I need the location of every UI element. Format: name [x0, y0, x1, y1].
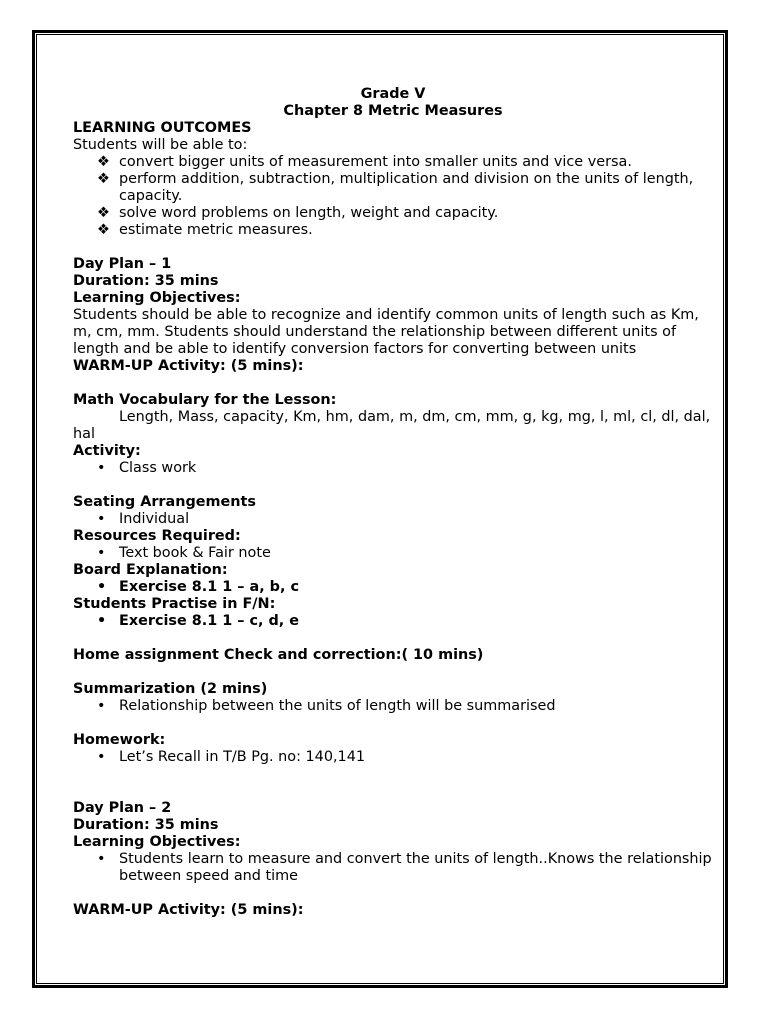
list-item [73, 460, 713, 477]
vocab-text: Length, Mass, capacity, Km, hm, dam, m, dm, cm, mm, g, kg, mg, l, ml, cl, dl, dal, hal [73, 409, 711, 442]
list-item-text: Text book & Fair note [119, 545, 271, 561]
bullet-icon: • [97, 579, 107, 595]
list-item [73, 613, 713, 630]
resources-heading: Resources Required: [73, 528, 241, 544]
document-body [73, 86, 713, 919]
list-item-text: Students learn to measure and convert the units of length..Knows the relationship between speed and time [119, 851, 712, 884]
list-item [73, 545, 713, 562]
activity-heading: Activity: [73, 443, 141, 459]
day1-warmup: WARM-UP Activity: (5 mins): [73, 358, 304, 374]
bullet-icon: • [97, 460, 106, 476]
list-item [73, 698, 713, 715]
day1-objectives-heading: Learning Objectives: [73, 290, 241, 306]
day2-duration: Duration: 35 mins [73, 817, 219, 833]
diamond-bullet-icon: ❖ [97, 205, 110, 221]
day2-title: Day Plan – 2 [73, 800, 172, 816]
list-item [73, 851, 713, 885]
board-heading: Board Explanation: [73, 562, 228, 578]
practise-heading: Students Practise in F/N: [73, 596, 276, 612]
list-item-text: Exercise 8.1 1 – a, b, c [119, 579, 299, 595]
outcomes-intro: Students will be able to: [73, 137, 248, 153]
list-item [73, 579, 713, 596]
day2-warmup: WARM-UP Activity: (5 mins): [73, 902, 304, 918]
list-item [73, 171, 713, 205]
bullet-icon: • [97, 698, 106, 714]
grade-title: Grade V [360, 86, 426, 102]
list-item [73, 154, 713, 171]
list-item-text: convert bigger units of measurement into smaller units and vice versa. [119, 154, 632, 170]
list-item [73, 205, 713, 222]
bullet-icon: • [97, 545, 106, 561]
outcomes-list [73, 154, 713, 239]
outcomes-heading: LEARNING OUTCOMES [73, 120, 252, 136]
bullet-icon: • [97, 511, 106, 527]
bullet-icon: • [97, 749, 106, 765]
day1-title: Day Plan – 1 [73, 256, 172, 272]
list-item-text: Relationship between the units of length will be summarised [119, 698, 556, 714]
list-item [73, 511, 713, 528]
list-item-text: Exercise 8.1 1 – c, d, e [119, 613, 300, 629]
list-item-text: solve word problems on length, weight and capacity. [119, 205, 499, 221]
diamond-bullet-icon: ❖ [97, 222, 110, 238]
bullet-icon: • [97, 851, 106, 867]
list-item-text: Let’s Recall in T/B Pg. no: 140,141 [119, 749, 366, 765]
seating-heading: Seating Arrangements [73, 494, 256, 510]
diamond-bullet-icon: ❖ [97, 171, 110, 187]
diamond-bullet-icon: ❖ [97, 154, 110, 170]
list-item-text: perform addition, subtraction, multiplication and division on the units of length, capacity. [119, 171, 694, 204]
day1-duration: Duration: 35 mins [73, 273, 219, 289]
list-item [73, 222, 713, 239]
summary-heading: Summarization (2 mins) [73, 681, 268, 697]
list-item-text: estimate metric measures. [119, 222, 313, 238]
home-check-heading: Home assignment Check and correction:( 10 mins) [73, 647, 484, 663]
bullet-icon: • [97, 613, 107, 629]
list-item-text: Individual [119, 511, 190, 527]
day1-objectives-text: Students should be able to recognize and identify common units of length such as Km, m, cm, mm. Students should understand the relationship between different units of length and be able to identify conversion factors for converting between units [73, 307, 699, 357]
day2-objectives-heading: Learning Objectives: [73, 834, 241, 850]
homework-heading: Homework: [73, 732, 166, 748]
list-item-text: Class work [119, 460, 197, 476]
chapter-title: Chapter 8 Metric Measures [283, 103, 503, 119]
vocab-heading: Math Vocabulary for the Lesson: [73, 392, 337, 408]
list-item [73, 749, 713, 766]
